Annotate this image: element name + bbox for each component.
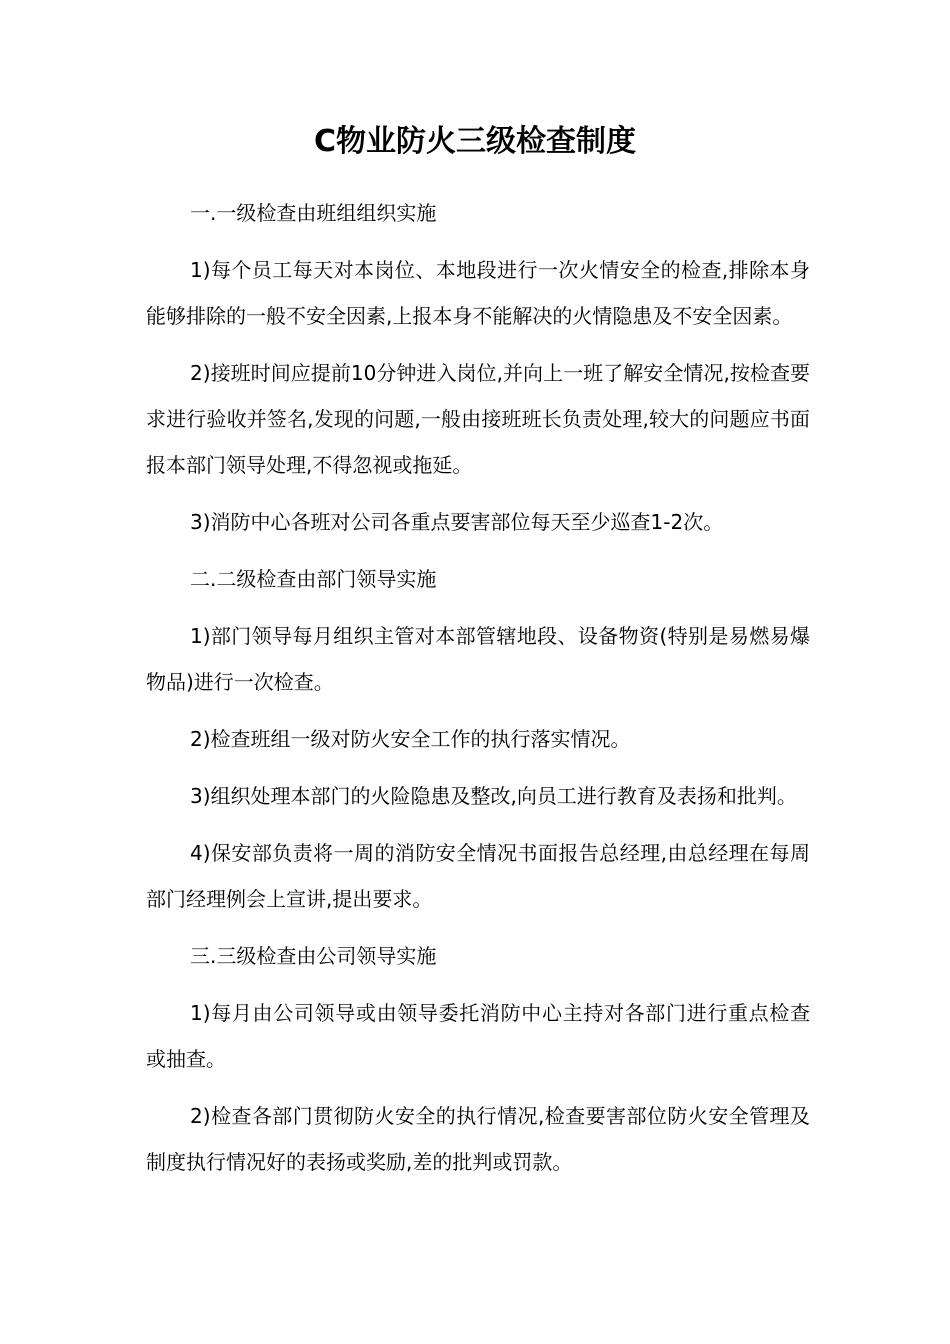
paragraph-1-3: 3)消防中心各班对公司各重点要害部位每天至少巡查1-2次。: [190, 510, 724, 534]
paragraph-3-1: 1)每月由公司领导或由领导委托消防中心主持对各部门进行重点检查或抽查。: [146, 1001, 810, 1071]
paragraph-2-3: 3)组织处理本部门的火险隐患及整改,向员工进行教育及表扬和批判。: [190, 784, 797, 808]
paragraph-2-1: 1)部门领导每月组织主管对本部管辖地段、设备物资(特别是易燃易爆物品)进行一次检查。: [146, 624, 810, 694]
paragraph-2-4: 4)保安部负责将一周的消防安全情况书面报告总经理,由总经理在每周部门经理例会上宣讲,提出要求。: [146, 841, 810, 911]
paragraph-1-2: 2)接班时间应提前10分钟进入岗位,并向上一班了解安全情况,按检查要求进行验收并签名,发现的问题,一般由接班班长负责处理,较大的问题应书面报本部门领导处理,不得忽视或拖延。: [146, 361, 810, 477]
section-heading-1: 一.一级检查由班组组织实施: [190, 201, 437, 225]
section-heading-2: 二.二级检查由部门领导实施: [190, 567, 437, 591]
document-title: C物业防火三级检查制度: [313, 124, 637, 159]
document-body: [146, 190, 810, 1196]
paragraph-2-2: 2)检查班组一级对防火安全工作的执行落实情况。: [190, 727, 631, 751]
paragraph-1-1: 1)每个员工每天对本岗位、本地段进行一次火情安全的检查,排除本身能够排除的一般不安全因素,上报本身不能解决的火情隐患及不安全因素。: [146, 258, 810, 328]
section-heading-3: 三.三级检查由公司领导实施: [190, 944, 437, 968]
paragraph-3-2: 2)检查各部门贯彻防火安全的执行情况,检查要害部位防火安全管理及制度执行情况好的表扬或奖励,差的批判或罚款。: [146, 1104, 810, 1174]
